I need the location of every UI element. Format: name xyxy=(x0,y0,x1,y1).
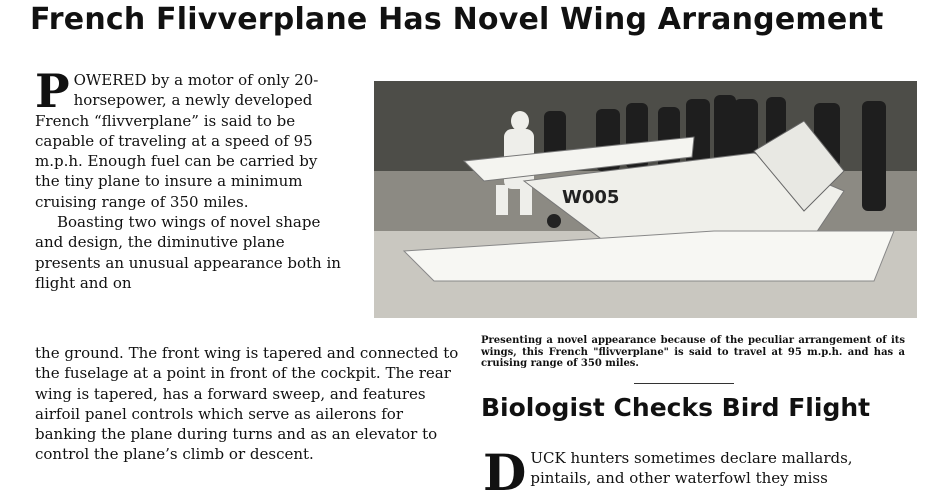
registration-mark: W005 xyxy=(562,187,620,208)
paragraph-1-text: by a motor of only 20-horsepower, a newly developed French “flivverplane” is said to be capable of traveling at a speed of 95 m.p.h. Enough fuel can be carried by the tiny plane to insure a minimum cruising range of 350 miles. xyxy=(35,71,319,211)
article-headline: French Flivverplane Has Novel Wing Arrangement xyxy=(30,2,884,37)
article-column-top xyxy=(35,64,343,293)
second-article-text: hunters sometimes declare mallards, pintails, and other waterfowl they miss xyxy=(530,449,853,488)
paragraph-2-start: Boasting two wings of novel shape and design, the diminutive plane presents an unusual appearance both in flight and on xyxy=(35,213,341,292)
drop-cap: P xyxy=(35,64,70,118)
lead-word: UCK xyxy=(530,449,566,467)
second-article-column xyxy=(483,443,908,502)
second-article-paragraph xyxy=(483,443,908,502)
paragraph-1 xyxy=(35,64,343,212)
wheel xyxy=(547,214,561,228)
flivverplane-photo xyxy=(374,81,917,318)
photo-caption: Presenting a novel appearance because of the peculiar arrangement of its wings, this French "flivverplane" is said to travel at 95 m.p.h. and has a cruising range of 350 miles. xyxy=(481,335,905,369)
lead-word: OWERED xyxy=(73,71,147,89)
section-divider xyxy=(634,383,734,384)
article-column-bottom xyxy=(35,343,459,465)
drop-cap: D xyxy=(483,443,527,502)
plane-illustration xyxy=(374,81,917,318)
paragraph-2-end: the ground. The front wing is tapered and connected to the fuselage at a point in front of the cockpit. The rear wing is tapered, has a forward sweep, and features airfoil panel controls which serve as ailerons for banking the plane during turns and as an elevator to control the plane’s climb or descent. xyxy=(35,344,459,464)
second-article-headline: Biologist Checks Bird Flight xyxy=(481,393,871,422)
